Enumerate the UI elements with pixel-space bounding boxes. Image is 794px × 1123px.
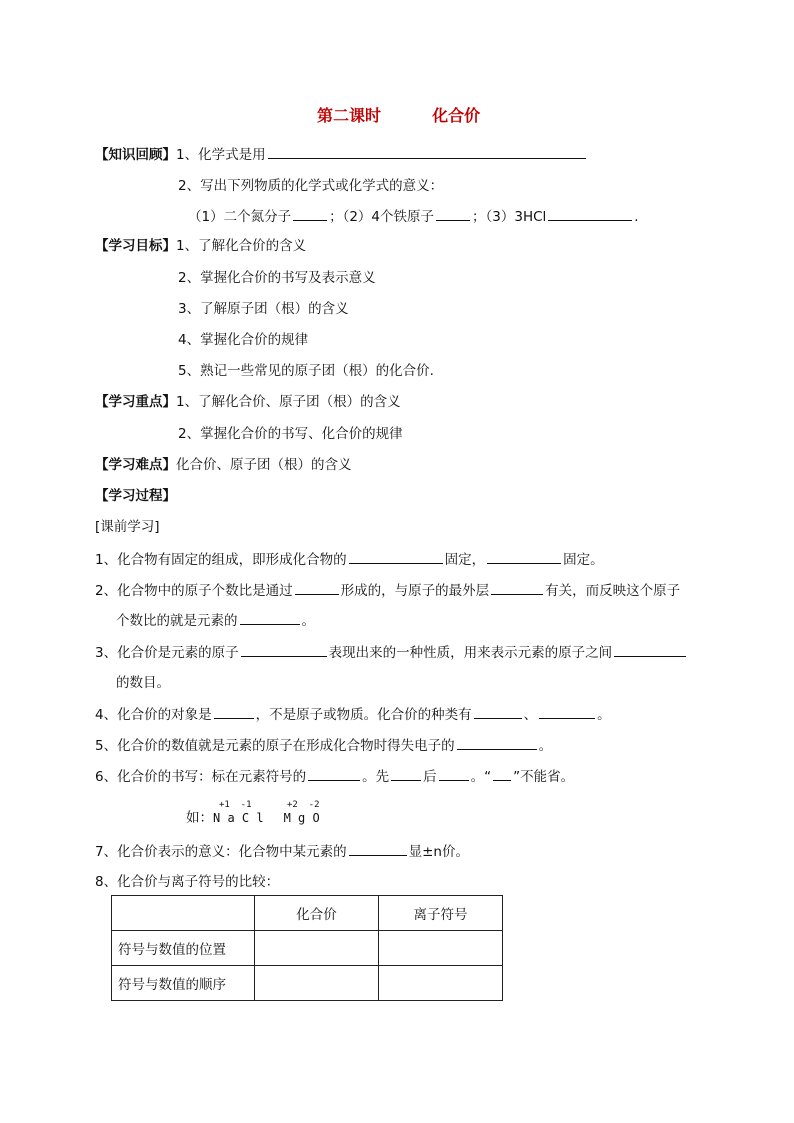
q4-text: 。 — [597, 707, 611, 723]
goal-item: 3、了解原子团（根）的含义 — [178, 301, 349, 317]
table-cell[interactable] — [255, 966, 379, 1001]
q7-text: 7、化合价表示的意义：化合物中某元素的 — [95, 844, 347, 860]
process-sub: [课前学习] — [95, 519, 160, 535]
blank[interactable] — [308, 766, 360, 781]
q2-text: 2、化合物中的原子个数比是通过 — [95, 583, 293, 599]
title-part2: 化合价 — [432, 106, 481, 125]
blank[interactable] — [614, 642, 686, 657]
q2-text: 。 — [301, 613, 315, 629]
q2-text: 有关，而反映这个原子 — [545, 583, 681, 599]
blank[interactable] — [491, 580, 543, 595]
blank[interactable] — [214, 704, 254, 719]
blank[interactable] — [391, 766, 421, 781]
table-header: 离子符号 — [379, 896, 503, 931]
table-cell[interactable] — [379, 931, 503, 966]
blank[interactable] — [295, 580, 339, 595]
comparison-table — [111, 895, 503, 1001]
key-points-tag: 【学习重点】 — [95, 394, 176, 410]
goals-tag: 【学习目标】 — [95, 238, 176, 254]
table-header-row — [112, 896, 503, 931]
q4-text: ，不是原子或物质。化合价的种类有 — [255, 707, 472, 723]
difficulty-text: 化合价、原子团（根）的含义 — [176, 457, 352, 473]
key-points-line1 — [95, 392, 401, 412]
q5-text: 5、化合价的数值就是元素的原子在形成化合物时得失电子的 — [95, 738, 455, 754]
q4-text: 4、化合价的对象是 — [95, 707, 212, 723]
q7-text: 显±n价。 — [408, 844, 469, 860]
goal-item: 4、掌握化合价的规律 — [178, 332, 309, 348]
blank[interactable] — [293, 206, 327, 221]
review-line2: 2、写出下列物质的化学式或化学式的意义： — [178, 178, 444, 194]
blank[interactable] — [457, 735, 537, 750]
table-header: 化合价 — [255, 896, 379, 931]
review-line1 — [95, 144, 588, 165]
q5-text: 。 — [538, 738, 553, 754]
q6-text: ”不能省。 — [513, 769, 575, 785]
formula-mgo: M g O — [283, 811, 320, 825]
goals-line1 — [95, 236, 306, 256]
process-tag: 【学习过程】 — [95, 488, 176, 504]
difficulty-tag: 【学习难点】 — [95, 457, 176, 473]
q3-text: 表现出来的一种性质，用来表示元素的原子之间 — [328, 645, 613, 661]
blank[interactable] — [548, 206, 632, 221]
question-7 — [95, 841, 469, 862]
review-line3 — [188, 206, 639, 227]
question-2-cont — [116, 610, 315, 631]
question-4 — [95, 704, 611, 725]
review-q3: ；（3）3HCl — [472, 209, 547, 225]
charges-mgo: +2 -2 — [287, 800, 320, 810]
question-3 — [95, 642, 688, 663]
example-line — [186, 808, 320, 828]
page-title — [317, 106, 480, 126]
q4-text: 、 — [523, 707, 538, 723]
question-5 — [95, 735, 552, 756]
blank[interactable] — [436, 206, 470, 221]
review-item1: 1、化学式是用 — [176, 147, 266, 163]
question-3-cont: 的数目。 — [116, 675, 170, 691]
q3-text: 3、化合价是元素的原子 — [95, 645, 239, 661]
table-row-label: 符号与数值的顺序 — [112, 966, 255, 1001]
difficulty-line — [95, 455, 352, 475]
table-row-label: 符号与数值的位置 — [112, 931, 255, 966]
question-6 — [95, 766, 574, 787]
review-q2: ；（2）4个铁原子 — [329, 209, 435, 225]
blank[interactable] — [439, 766, 469, 781]
goal-item: 1、了解化合价的含义 — [176, 238, 307, 254]
review-tag: 【知识回顾】 — [95, 147, 176, 163]
blank[interactable] — [268, 144, 586, 159]
q6-text: 后 — [423, 769, 437, 785]
blank[interactable] — [349, 841, 407, 856]
table-row — [112, 931, 503, 966]
review-end: . — [634, 209, 639, 225]
table-cell[interactable] — [379, 966, 503, 1001]
blank[interactable] — [240, 610, 300, 625]
key-point-item: 2、掌握化合价的书写、化合价的规律 — [178, 426, 403, 442]
formula-nacl: N a C l — [213, 811, 264, 825]
title-part1: 第二课时 — [317, 106, 382, 125]
q6-text: 。“ — [470, 769, 492, 785]
q2-text: 形成的，与原子的最外层 — [340, 583, 490, 599]
blank[interactable] — [539, 704, 595, 719]
charges-nacl: +1 -1 — [219, 800, 252, 810]
goal-item: 5、熟记一些常见的原子团（根）的化合价. — [178, 363, 434, 379]
example-label: 如： — [186, 810, 213, 826]
blank[interactable] — [474, 704, 522, 719]
question-8: 8、化合价与离子符号的比较： — [95, 874, 280, 890]
blank[interactable] — [241, 642, 327, 657]
q1-text: 1、化合物有固定的组成，即形成化合物的 — [95, 552, 347, 568]
question-2 — [95, 580, 680, 601]
review-q1: （1）二个氮分子 — [188, 209, 292, 225]
table-header — [112, 896, 255, 931]
q1-text: 固定。 — [563, 552, 604, 568]
goal-item: 2、掌握化合价的书写及表示意义 — [178, 270, 376, 286]
q1-text: 固定， — [444, 552, 486, 568]
q6-text: 。先 — [362, 769, 390, 785]
q6-text: 6、化合价的书写：标在元素符号的 — [95, 769, 307, 785]
question-1 — [95, 549, 604, 570]
blank[interactable] — [487, 549, 561, 564]
blank[interactable] — [493, 766, 511, 781]
blank[interactable] — [349, 549, 443, 564]
key-point-item: 1、了解化合价、原子团（根）的含义 — [176, 394, 401, 410]
table-row — [112, 966, 503, 1001]
q2-text: 个数比的就是元素的 — [116, 613, 238, 629]
table-cell[interactable] — [255, 931, 379, 966]
